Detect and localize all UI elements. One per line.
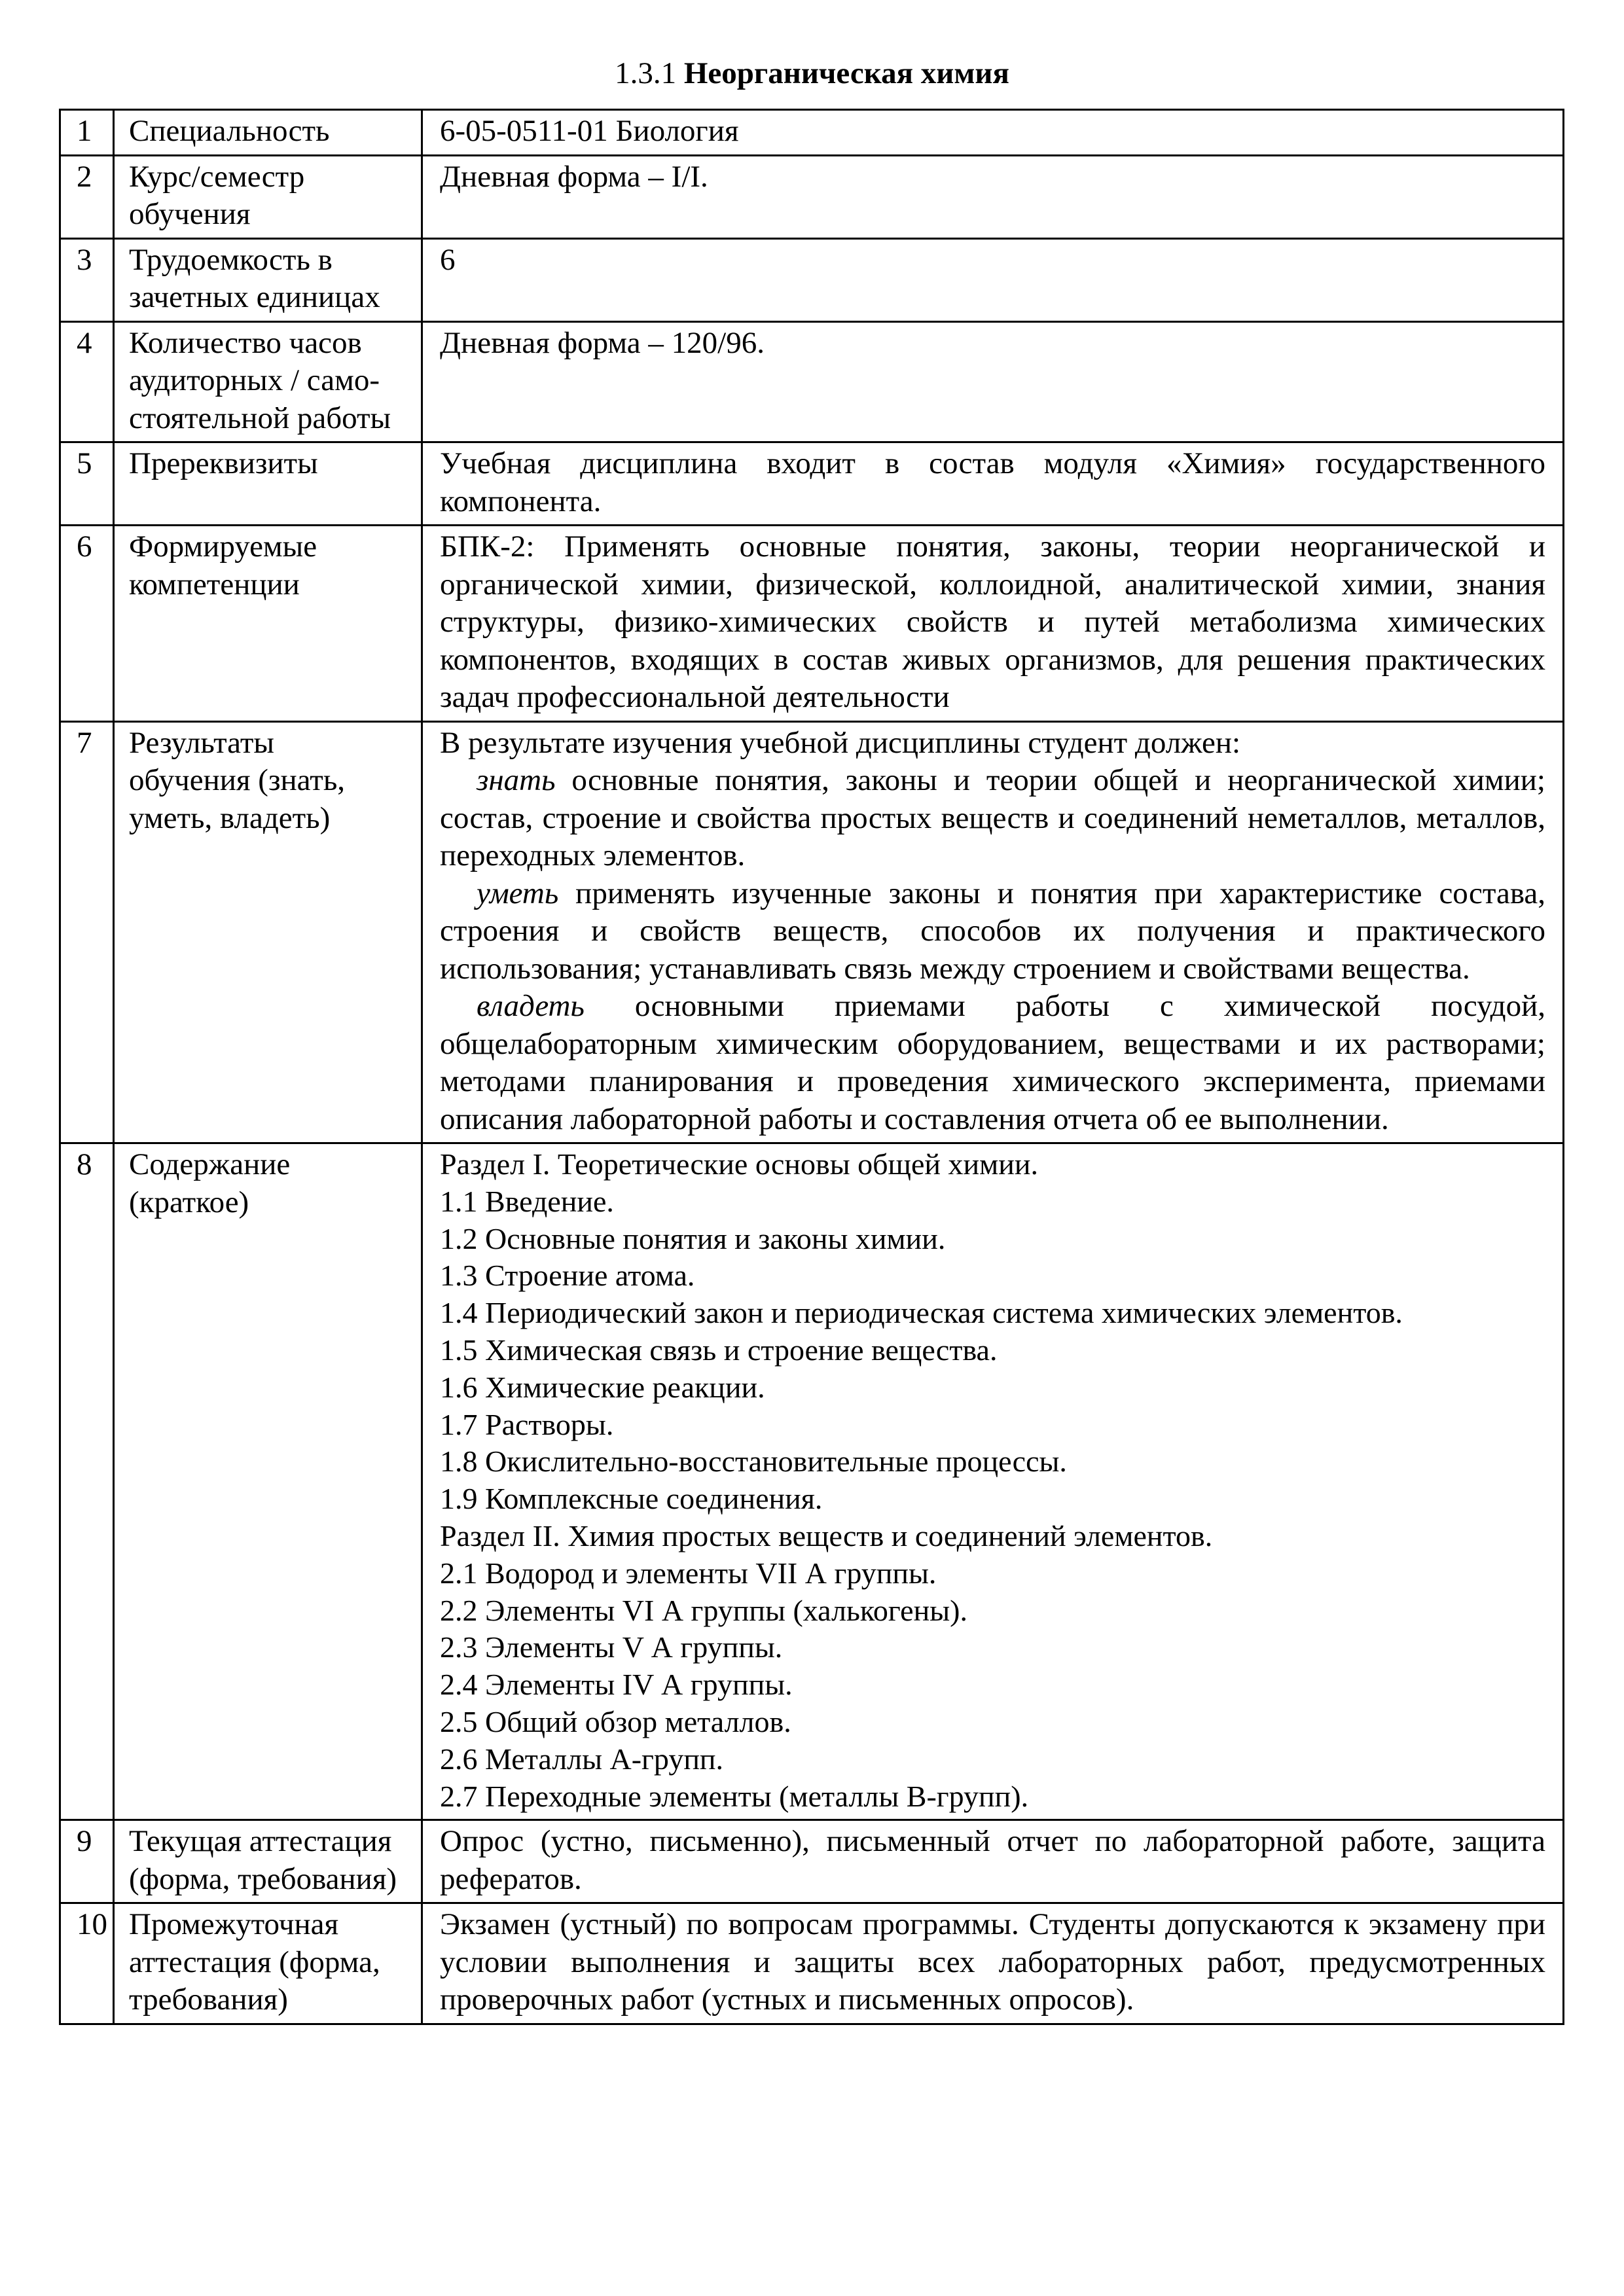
content-item: 2.6 Металлы А-групп. xyxy=(440,1742,724,1776)
content-item: 2.7 Переходные элементы (металлы В-групп). xyxy=(440,1779,1029,1813)
content-item: 1.7 Растворы. xyxy=(440,1407,614,1441)
outcome-know xyxy=(440,762,1545,875)
label-text: Формируемые компетенции xyxy=(129,529,317,601)
row-credits xyxy=(60,238,1564,321)
row-label xyxy=(114,1143,422,1820)
row-number: 6 xyxy=(60,526,114,722)
row-number: 1 xyxy=(60,110,114,156)
row-value: Дневная форма – I/I. xyxy=(422,155,1564,238)
row-label xyxy=(114,526,422,722)
row-value xyxy=(422,1143,1564,1820)
label-text: Количество часов аудиторных / само-стоятельной работы xyxy=(129,325,391,435)
content-item: 2.3 Элементы V А группы. xyxy=(440,1630,783,1664)
label-text: Курс/семестр обучения xyxy=(129,159,305,231)
row-value xyxy=(422,721,1564,1143)
row-value: 6 xyxy=(422,238,1564,321)
row-number: 7 xyxy=(60,721,114,1143)
label-text: Трудоемкость в зачетных единицах xyxy=(129,242,380,314)
row-number: 4 xyxy=(60,321,114,442)
keyword-can: уметь xyxy=(477,876,559,910)
row-number: 8 xyxy=(60,1143,114,1820)
content-item: 1.8 Окислительно-восстановительные процессы. xyxy=(440,1444,1067,1479)
row-intermediate-assessment xyxy=(60,1903,1564,2024)
outcome-know-text: основные понятия, законы и теории общей и неорганической химии; состав, строение и свойства простых веществ и соединений неметаллов, металлов, переходных элементов. xyxy=(440,763,1545,872)
page-title xyxy=(0,47,1624,99)
keyword-know: знать xyxy=(477,763,556,797)
label-text: Текущая аттестация (форма, требования) xyxy=(129,1824,397,1896)
row-value: Учебная дисциплина входит в состав модуля «Химия» государственного компонента. xyxy=(422,442,1564,526)
content-item: 1.1 Введение. xyxy=(440,1184,614,1218)
row-hours xyxy=(60,321,1564,442)
row-label xyxy=(114,155,422,238)
row-label xyxy=(114,1820,422,1903)
row-label xyxy=(114,1903,422,2024)
content-item: 1.9 Комплексные соединения. xyxy=(440,1482,823,1516)
content-item: 1.6 Химические реакции. xyxy=(440,1370,765,1404)
keyword-master: владеть xyxy=(477,989,585,1023)
outcome-master xyxy=(440,988,1545,1138)
outcomes-intro: В результате изучения учебной дисциплины студент должен: xyxy=(440,725,1241,760)
outcome-can-text: применять изученные законы и понятия при характеристике состава, строения и свойств веществ, способов их получения и практического использования; устанавливать связь между строением и свойствами вещества. xyxy=(440,876,1545,986)
content-section-heading: Раздел II. Химия простых веществ и соединений элементов. xyxy=(440,1518,1213,1552)
row-prerequisites xyxy=(60,442,1564,526)
content-item: 2.2 Элементы VI А группы (халькогены). xyxy=(440,1593,967,1627)
content-item: 2.1 Водород и элементы VII А группы. xyxy=(440,1556,937,1590)
row-value: Опрос (устно, письменно), письменный отчет по лабораторной работе, защита рефератов. xyxy=(422,1820,1564,1903)
content-item: 2.5 Общий обзор металлов. xyxy=(440,1704,791,1738)
row-value: 6-05-0511-01 Биология xyxy=(422,110,1564,156)
content-item: 1.3 Строение атома. xyxy=(440,1259,695,1293)
row-number: 5 xyxy=(60,442,114,526)
row-label xyxy=(114,721,422,1143)
row-label xyxy=(114,110,422,156)
row-specialty xyxy=(60,110,1564,156)
row-current-assessment xyxy=(60,1820,1564,1903)
row-value: Экзамен (устный) по вопросам программы. Студенты допускаются к экзамену при условии выполнения и защиты всех лабораторных работ, предусмотренных проверочных работ (устных и письменных опросов). xyxy=(422,1903,1564,2024)
row-value: БПК-2: Применять основные понятия, законы, теории неорганической и органической химии, физической, коллоидной, аналитической химии, знания структуры, физико-химических свойств и путей метаболизма химических компонентов, входящих в состав живых организмов, для решения практических задач профессиональной деятельности xyxy=(422,526,1564,722)
row-competencies xyxy=(60,526,1564,722)
row-label: Пререквизиты xyxy=(114,442,422,526)
content-item: 1.5 Химическая связь и строение вещества. xyxy=(440,1333,998,1367)
row-label xyxy=(114,238,422,321)
title-name: Неорганическая химия xyxy=(683,56,1009,90)
row-label xyxy=(114,321,422,442)
content-item: 1.4 Периодический закон и периодическая система химических элементов. xyxy=(440,1296,1403,1330)
row-number: 9 xyxy=(60,1820,114,1903)
syllabus-table xyxy=(59,109,1564,2025)
label-text: Содержание (краткое) xyxy=(129,1147,291,1219)
outcome-can xyxy=(440,875,1545,988)
row-number: 3 xyxy=(60,238,114,321)
label-line: Специальность xyxy=(129,114,330,148)
row-course xyxy=(60,155,1564,238)
content-item: 1.2 Основные понятия и законы химии. xyxy=(440,1221,946,1255)
content-item: 2.4 Элементы IV А группы. xyxy=(440,1668,793,1702)
label-text: Результаты обучения (знать, уметь, владеть) xyxy=(129,725,346,835)
row-number: 2 xyxy=(60,155,114,238)
label-text: Промежуточная аттестация (форма, требования) xyxy=(129,1907,380,2017)
outcome-master-text: основными приемами работы с химической посудой, общелабораторным химическим оборудованием, веществами и их растворами; методами планирования и проведения химического эксперимента, приемами описания лабораторной работы и составления отчета об ее выполнении. xyxy=(440,989,1545,1136)
row-number: 10 xyxy=(60,1903,114,2024)
content-section-heading: Раздел I. Теоретические основы общей химии. xyxy=(440,1147,1038,1181)
row-learning-outcomes xyxy=(60,721,1564,1143)
row-value: Дневная форма – 120/96. xyxy=(422,321,1564,442)
row-content xyxy=(60,1143,1564,1820)
title-number: 1.3.1 xyxy=(615,56,677,90)
